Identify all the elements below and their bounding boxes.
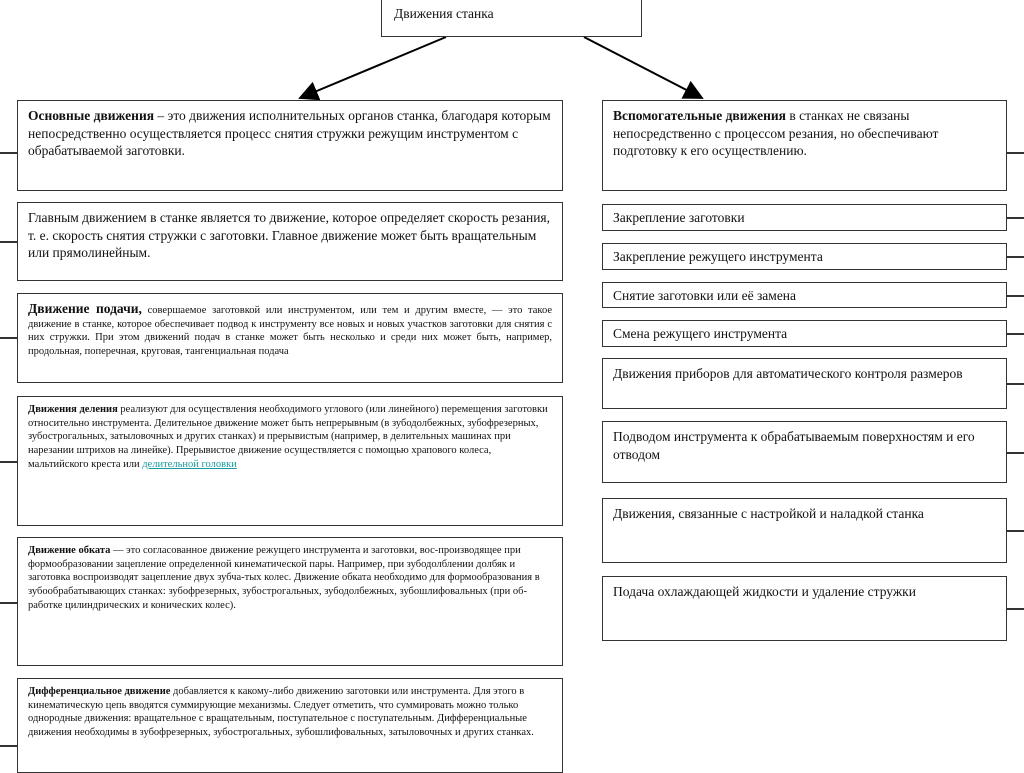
box-heading: Движения деления [28, 404, 118, 415]
box-text: реализуют для осуществления необходимого углового (или линейного) перемещения заготовки относительно инструмента. Делительное движение может быть непрерывным (в зубодолбежных, зубофрезерных, зубострогальных, затыловочных и других станках) и прерывистым (например, в делительных машинах при нарезании штрихов на линейке). Прерывистое движение осуществляется с помощью храпового колеса, мальтийского креста или [28, 404, 548, 470]
box-text: добавляется к какому-либо движению заготовки или инструмента. Для этого в кинематическую цепь вводятся суммирующие механизмы. Следует отметить, что суммировать можно только однородные движения: вращательное с вращательным, поступательное с поступательным. Дифференциальные движения необходимы в зубофрезерных, зубострогальных, зубошлифовальных, затыловочных и других станках. [28, 686, 534, 738]
right-box-item [602, 243, 1007, 270]
connector-tick [0, 337, 17, 339]
connector-tick [0, 241, 17, 243]
left-box-feed [17, 293, 563, 383]
left-box-indexing [17, 396, 563, 526]
title-box [381, 0, 642, 37]
connector-tick [1007, 452, 1024, 454]
box-text: Подводом инструмента к обрабатываемым поверхностям и его отводом [613, 429, 975, 462]
box-text: Закрепление заготовки [613, 210, 745, 225]
connector-tick [0, 745, 17, 747]
connector-tick [1007, 530, 1024, 532]
right-box-auxiliary [602, 100, 1007, 191]
connector-tick [1007, 295, 1024, 297]
right-box-item [602, 282, 1007, 308]
right-box-item [602, 421, 1007, 483]
left-box-main-movements [17, 100, 563, 191]
box-text: Смена режущего инструмента [613, 326, 788, 341]
box-text: Закрепление режущего инструмента [613, 249, 823, 264]
box-heading: Движение подачи, [28, 301, 142, 316]
connector-tick [1007, 217, 1024, 219]
arrow-right [584, 37, 702, 98]
box-text: совершаемое заготовкой или инструментом, или тем и другим вместе, — это такое движение в станке, которое обеспечивает подвод к инструменту все новых и новых участков заготовки для снятия с них стружки. При этом движений подач в станке может быть несколько и среди них может быть, например, продольная, поперечная, круговая, тангенциальная подача [28, 305, 552, 357]
connector-tick [1007, 383, 1024, 385]
box-text: Снятие заготовки или её замена [613, 288, 797, 303]
right-box-item [602, 204, 1007, 231]
left-box-rolling [17, 537, 563, 666]
connector-tick [1007, 608, 1024, 610]
arrow-left [300, 37, 446, 98]
box-heading: Вспомогательные движения [613, 108, 786, 123]
box-heading: Движение обката [28, 545, 111, 556]
left-box-differential [17, 678, 563, 773]
right-box-item [602, 320, 1007, 347]
connector-tick [1007, 333, 1024, 335]
title: Движения станка [394, 6, 494, 21]
box-text: Главным движением в станке является то движение, которое определяет скорость резания, т. е. скорость снятия стружки с заготовки. Главное движение может быть вращательным или прямолинейным. [28, 210, 551, 261]
connector-tick [1007, 256, 1024, 258]
connector-tick [0, 602, 17, 604]
box-text: – это движения исполнительных органов станка, благодаря которым непосредственно осуществляется процесс снятия стружки режущим инструментом с обрабатываемой заготовки. [28, 108, 551, 159]
right-box-item [602, 358, 1007, 409]
box-text: — это согласованное движение режущего инструмента и заготовки, вос-производящее при формообразовании зацепление определенной кинематической пары. Например, при зубодолблении долбяк и заготовка воспроизводят зацепление двух зубча-тых колес. Движение обката необходимо для формообразования в зубообрабатывающих станках: зубофрезерных, зубострогальных, зубодолбежных, зубошлифовальных (при об-работке цилиндрических и конических колес). [28, 545, 540, 611]
box-text: Движения, связанные с настройкой и наладкой станка [613, 506, 924, 521]
box-text: Движения приборов для автоматического контроля размеров [613, 366, 963, 381]
right-box-item [602, 498, 1007, 563]
box-heading: Основные движения [28, 108, 155, 123]
connector-tick [1007, 152, 1024, 154]
right-box-item [602, 576, 1007, 641]
connector-tick [0, 152, 17, 154]
box-text: Подача охлаждающей жидкости и удаление стружки [613, 584, 916, 599]
connector-tick [0, 461, 17, 463]
left-box-primary-movement [17, 202, 563, 281]
indexing-head-link[interactable]: делительной головки [142, 458, 237, 470]
box-heading: Дифференциальное движение [28, 686, 171, 697]
box-text: в станках не связаны непосредственно с процессом резания, но обеспечивают подготовку к его осуществлению. [613, 108, 939, 159]
